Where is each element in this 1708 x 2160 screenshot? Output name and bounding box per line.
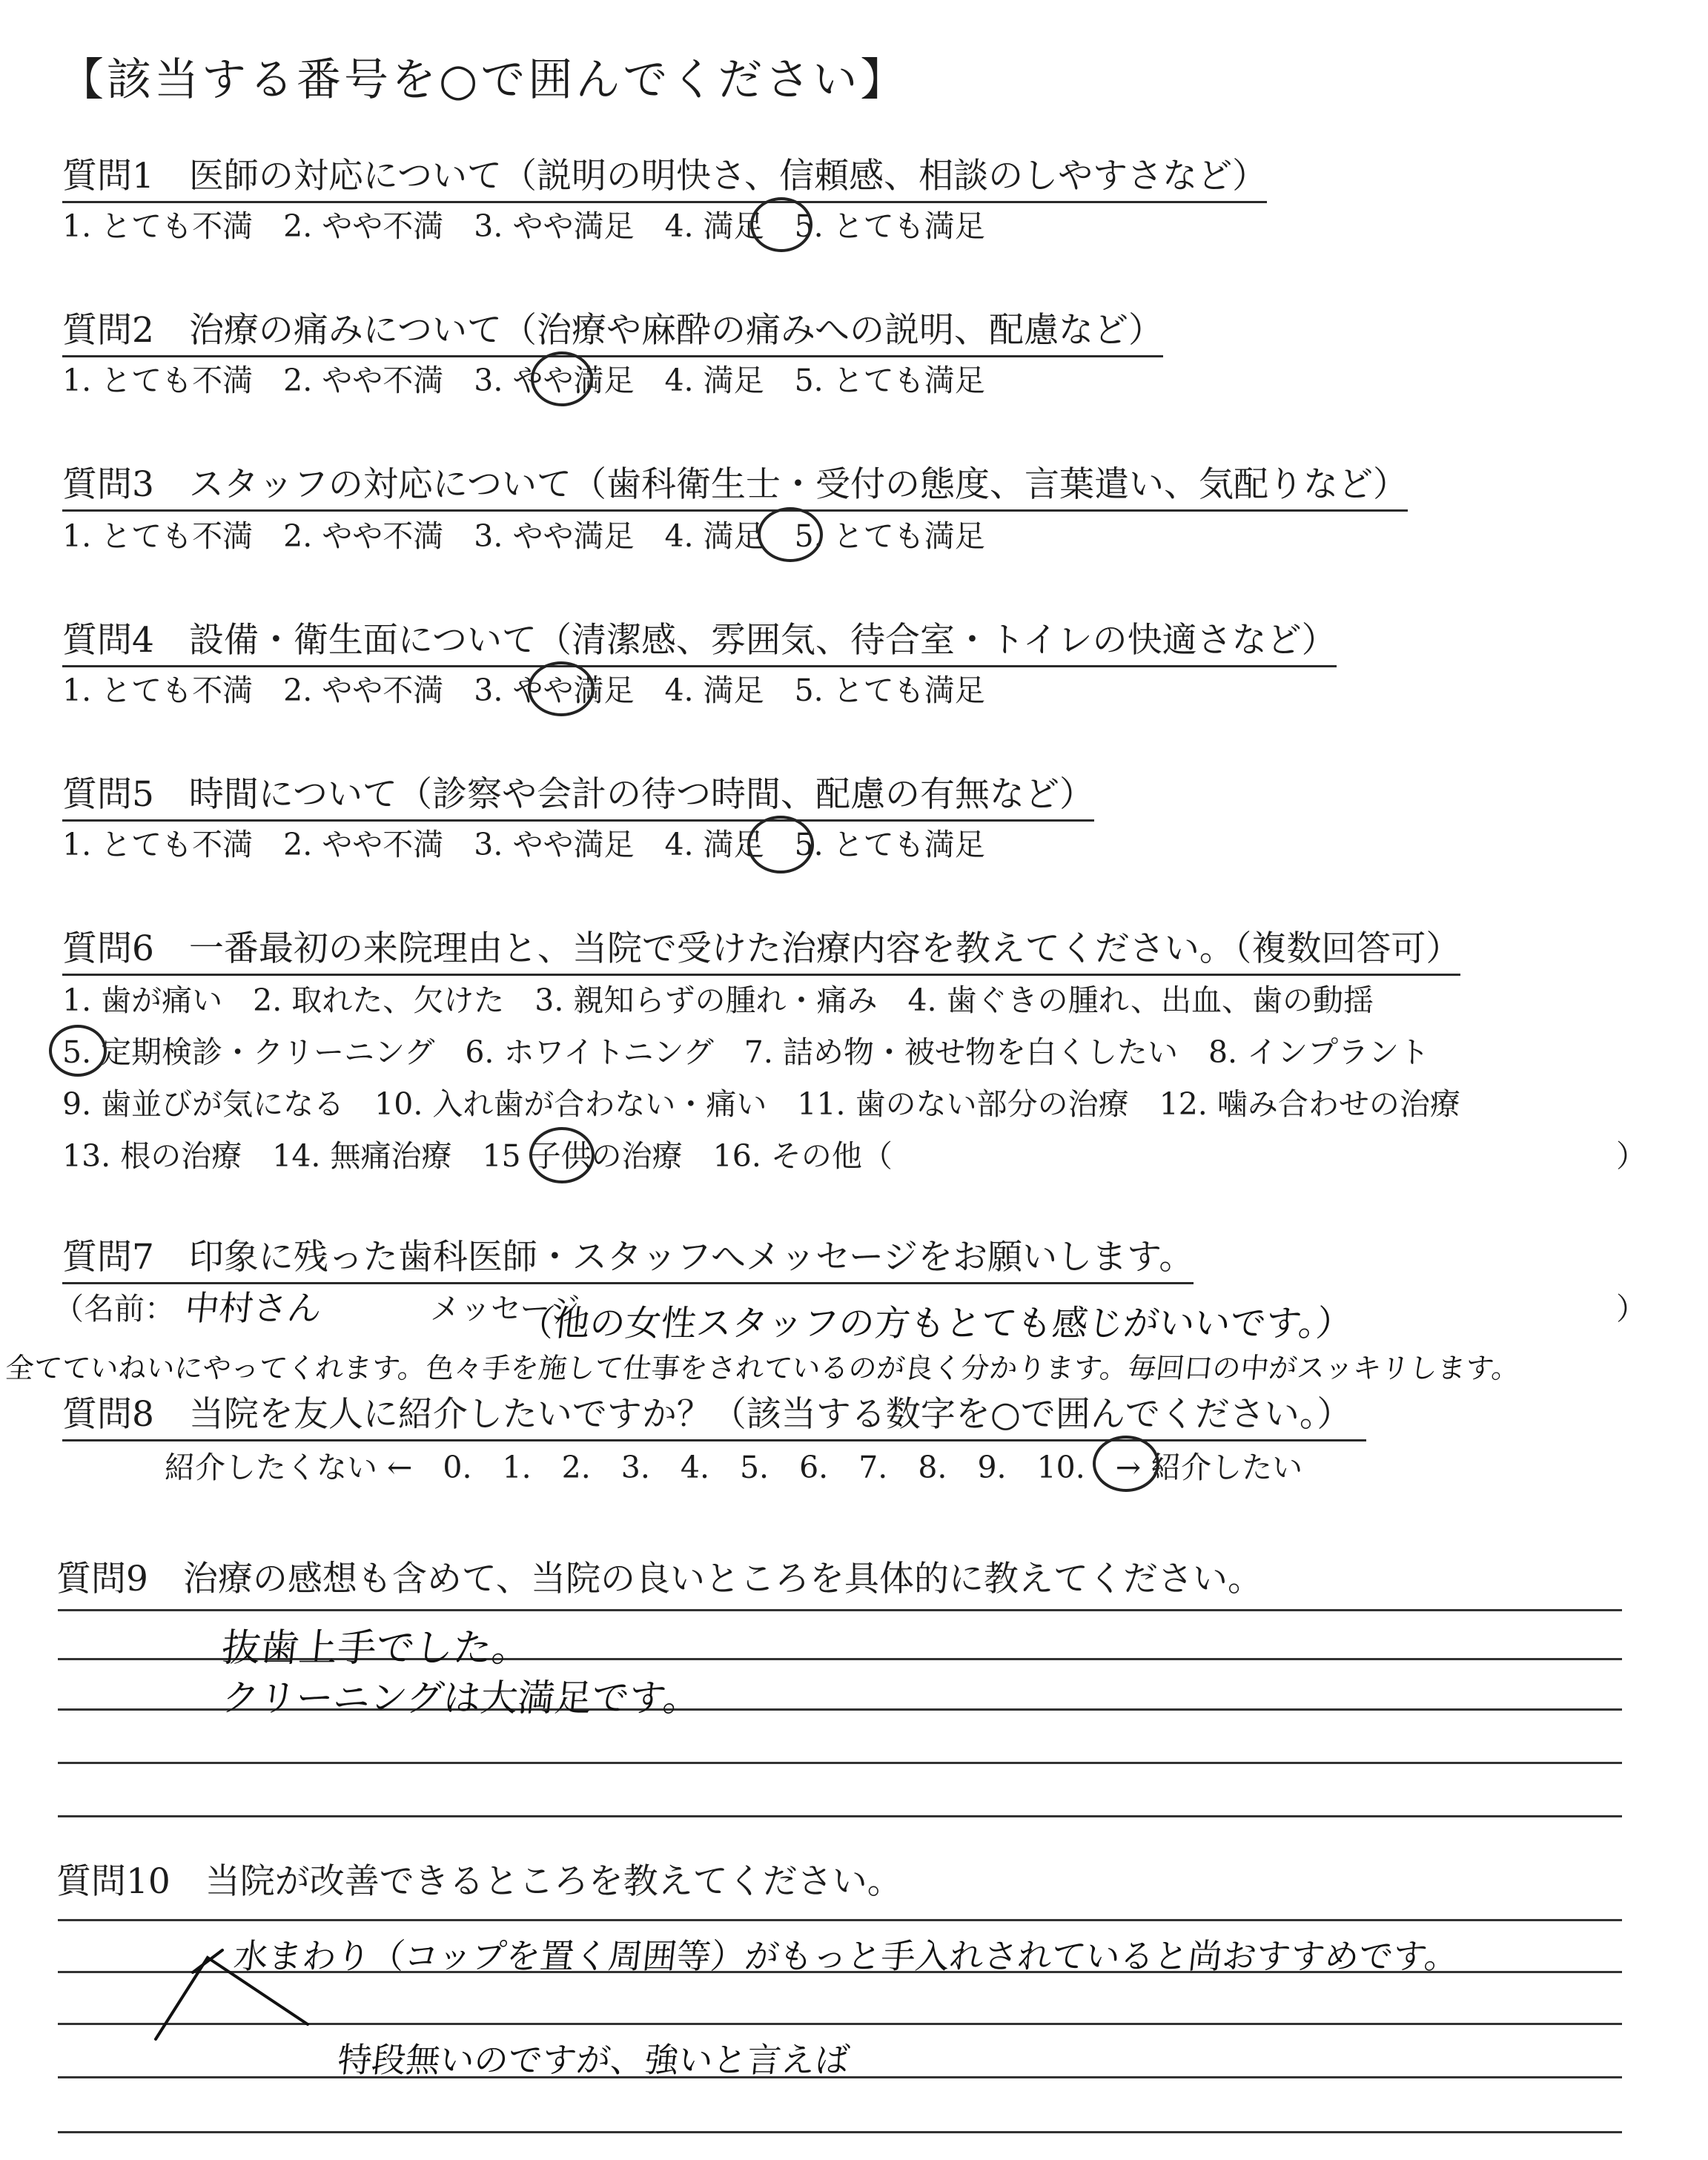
question-8-heading: 質問8 当院を友人に紹介したいですか？（該当する数字を○で囲んでください。） [62, 1387, 1366, 1441]
question-1-options: 1. とても不満 2. やや不満 3. やや満足 4. 満足 5. とても満足 [62, 208, 985, 244]
answer-circle-q6-5 [49, 1025, 107, 1077]
answer-circle-q5 [747, 816, 814, 873]
message-name-label: （名前： [53, 1291, 175, 1327]
question-4-options: 1. とても不満 2. やや不満 3. やや満足 4. 満足 5. とても満足 [62, 673, 985, 708]
writing-line [58, 1919, 1622, 1921]
writing-line [58, 2131, 1622, 2133]
question-6-line-2: 5. 定期検診・クリーニング 6. ホワイトニング 7. 詰め物・被せ物を白くしたい 8. インプラント [62, 1034, 1430, 1070]
question-10-heading: 質問10 当院が改善できるところを教えてください。 [56, 1861, 902, 1902]
insertion-mark-icon [148, 1943, 319, 2047]
writing-line [58, 1609, 1622, 1611]
message-extra: 全てていねいにやってくれます。色々手を施して仕事をされているのが良く分かります。毎回口の中がスッキリします。 [4, 1352, 1522, 1384]
question-1-heading: 質問1 医師の対応について（説明の明快さ、信頼感、相談のしやすさなど） [62, 148, 1267, 203]
answer-circle-q3 [758, 507, 823, 562]
question-8-scale: 紹介したくない ← 0. 1. 2. 3. 4. 5. 6. 7. 8. 9. 10. → 紹介したい [165, 1450, 1303, 1485]
writing-line [58, 1762, 1622, 1764]
message-close: ） [1616, 1291, 1646, 1327]
answer-circle-q4 [528, 661, 595, 716]
question-6-line-4-close: ） [1616, 1138, 1646, 1174]
message-name-value: 中村さん [182, 1288, 324, 1328]
question-6-line-3: 9. 歯並びが気になる 10. 入れ歯が合わない・痛い 11. 歯のない部分の治療 12. 噛み合わせの治療 [62, 1086, 1460, 1122]
question-5-options: 1. とても不満 2. やや不満 3. やや満足 4. 満足 5. とても満足 [62, 827, 985, 862]
q10-answer-line-2: 特段無いのですが、強いと言えば [335, 2040, 852, 2080]
q10-answer-line-1: 水まわり（コップを置く周囲等）がもっと手入れされていると尚おすすめです。 [231, 1936, 1461, 1976]
answer-circle-q2 [531, 351, 593, 406]
page-title: 【該当する番号を○で囲んでください】 [59, 54, 908, 106]
question-4-heading: 質問4 設備・衛生面について（清潔感、雰囲気、待合室・トイレの快適さなど） [62, 612, 1337, 667]
question-9-heading: 質問9 治療の感想も含めて、当院の良いところを具体的に教えてください。 [56, 1559, 1262, 1599]
question-2-options: 1. とても不満 2. やや不満 3. やや満足 4. 満足 5. とても満足 [62, 363, 985, 398]
question-6-heading: 質問6 一番最初の来院理由と、当院で受けた治療内容を教えてください。（複数回答可） [62, 921, 1460, 976]
question-3-heading: 質問3 スタッフの対応について（歯科衛生士・受付の態度、言葉遣い、気配りなど） [62, 457, 1408, 512]
q9-answer-line-2: クリーニングは大満足です。 [219, 1677, 703, 1720]
answer-circle-q6-15 [529, 1127, 595, 1183]
answer-circle-q8 [1093, 1436, 1159, 1492]
message-value: （他の女性スタッフの方もとても感じがいいです。） [516, 1303, 1354, 1344]
question-6-line-1: 1. 歯が痛い 2. 取れた、欠けた 3. 親知らずの腫れ・痛み 4. 歯ぐきの腫れ、出血、歯の動揺 [62, 982, 1374, 1018]
writing-line [58, 1815, 1622, 1817]
q9-answer-line-1: 抜歯上手でした。 [219, 1626, 533, 1671]
question-7-heading: 質問7 印象に残った歯科医師・スタッフへメッセージをお願いします。 [62, 1229, 1194, 1284]
question-3-options: 1. とても不満 2. やや不満 3. やや満足 4. 満足 5. とても満足 [62, 518, 985, 554]
answer-circle-q1 [750, 197, 812, 252]
question-6-line-4: 13. 根の治療 14. 無痛治療 15 子供の治療 16. その他（ [62, 1138, 893, 1174]
question-2-heading: 質問2 治療の痛みについて（治療や麻酔の痛みへの説明、配慮など） [62, 303, 1163, 357]
message-label: メッセージ [430, 1291, 580, 1327]
question-5-heading: 質問5 時間について（診察や会計の待つ時間、配慮の有無など） [62, 767, 1094, 822]
